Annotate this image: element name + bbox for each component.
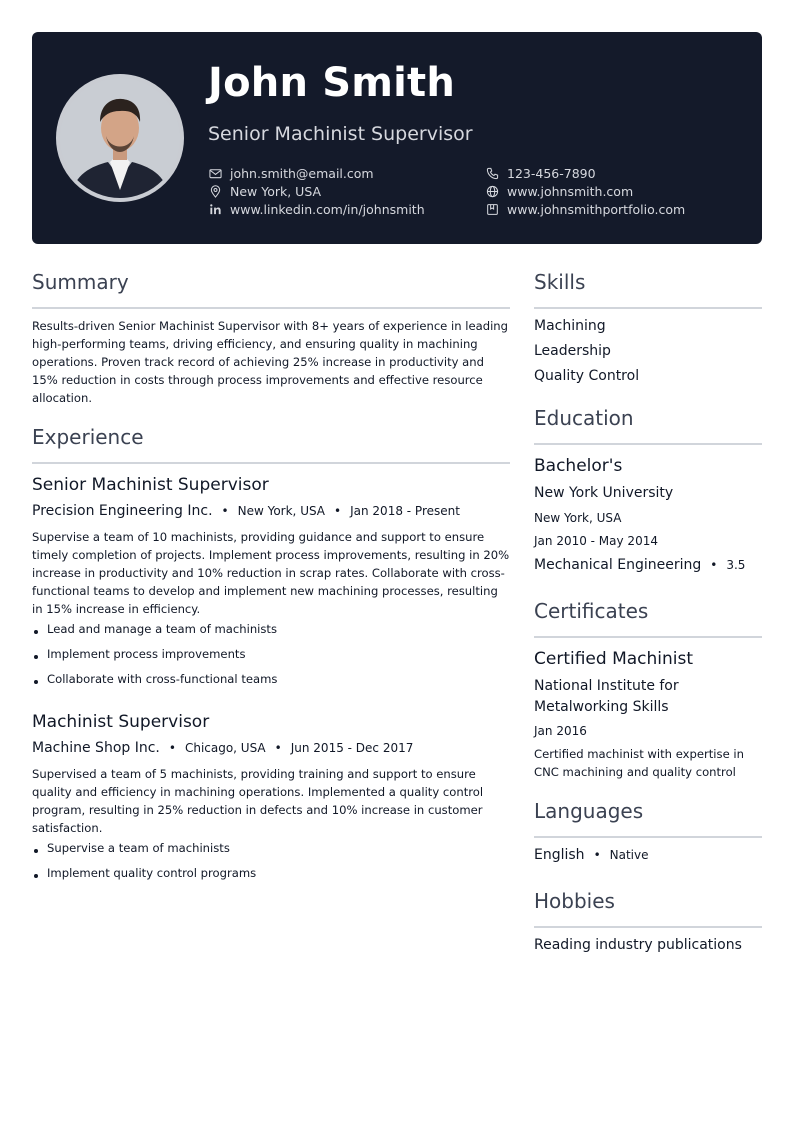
avatar bbox=[56, 74, 184, 202]
certificates-divider bbox=[534, 636, 762, 638]
education-location: New York, USA bbox=[534, 511, 622, 525]
summary-divider bbox=[32, 307, 510, 309]
certificate-name: Certified Machinist bbox=[534, 649, 694, 669]
job-bullet: Lead and manage a team of machinists bbox=[47, 622, 278, 636]
separator-dot: • bbox=[334, 504, 342, 518]
phone-icon bbox=[485, 167, 499, 181]
job-dates: Jan 2018 - Present bbox=[350, 504, 460, 518]
job-location: Chicago, USA bbox=[184, 741, 266, 755]
education-heading: Education bbox=[534, 406, 634, 430]
contact-phone[interactable] bbox=[485, 166, 596, 181]
portfolio-text: www.johnsmithportfolio.com bbox=[507, 202, 686, 217]
language-name: English bbox=[534, 847, 585, 863]
job-company: Machine Shop Inc. bbox=[32, 740, 160, 756]
separator-dot: • bbox=[221, 504, 229, 518]
separator-dot: • bbox=[274, 741, 282, 755]
contact-location bbox=[208, 184, 321, 199]
skill-item: Quality Control bbox=[534, 368, 640, 384]
contact-email[interactable] bbox=[208, 166, 374, 181]
linkedin-icon bbox=[208, 203, 222, 217]
job-title: Machinist Supervisor bbox=[32, 712, 210, 732]
separator-dot: • bbox=[593, 848, 601, 862]
globe-icon bbox=[485, 185, 499, 199]
summary-heading: Summary bbox=[32, 270, 129, 294]
contact-portfolio[interactable] bbox=[485, 202, 685, 217]
experience-divider bbox=[32, 462, 510, 464]
education-field: Mechanical Engineering bbox=[534, 557, 702, 573]
job-description: Supervised a team of 5 machinists, providing training and support to ensure quality and efficiency in machining operations. Implemented a quality control program, resulting in 25% reduction in defects and 10% increase in customer satisfaction. bbox=[32, 767, 484, 835]
job-meta bbox=[32, 503, 460, 519]
skill-item: Machining bbox=[534, 318, 606, 334]
certificate-description: Certified machinist with expertise in CNC machining and quality control bbox=[534, 747, 744, 779]
languages-divider bbox=[534, 836, 762, 838]
job-meta bbox=[32, 740, 413, 756]
job-description: Supervise a team of 10 machinists, providing guidance and support to ensure timely completion of projects. Implement process improvements, resulting in 20% increase in productivity and 10% reduction in scrap rates. Collaborate with cross-functional teams to develop and implement new machining processes, resulting in 15% increase in efficiency. bbox=[32, 530, 510, 616]
language-item bbox=[534, 847, 649, 863]
website-text: www.johnsmith.com bbox=[507, 184, 634, 199]
separator-dot: • bbox=[710, 558, 718, 572]
education-gpa: 3.5 bbox=[726, 558, 746, 572]
separator-dot: • bbox=[168, 741, 176, 755]
certificate-issuer-line2: Metalworking Skills bbox=[534, 699, 669, 715]
profile-photo bbox=[60, 78, 180, 198]
hobbies-heading: Hobbies bbox=[534, 889, 615, 913]
education-dates: Jan 2010 - May 2014 bbox=[534, 534, 658, 548]
contact-linkedin[interactable] bbox=[208, 202, 425, 217]
job-company: Precision Engineering Inc. bbox=[32, 503, 213, 519]
linkedin-text: www.linkedin.com/in/johnsmith bbox=[230, 202, 425, 217]
candidate-name: John Smith bbox=[208, 60, 456, 106]
language-level: Native bbox=[609, 848, 649, 862]
contact-website[interactable] bbox=[485, 184, 633, 199]
job-bullet: Collaborate with cross-functional teams bbox=[47, 672, 278, 686]
certificate-date: Jan 2016 bbox=[534, 724, 587, 738]
resume-header bbox=[32, 32, 762, 244]
location-text: New York, USA bbox=[230, 184, 322, 199]
email-text: john.smith@email.com bbox=[230, 166, 374, 181]
hobby-item: Reading industry publications bbox=[534, 937, 742, 953]
education-divider bbox=[534, 443, 762, 445]
education-field-line bbox=[534, 557, 745, 573]
experience-heading: Experience bbox=[32, 425, 144, 449]
job-bullet: Implement process improvements bbox=[47, 647, 246, 661]
job-location: New York, USA bbox=[237, 504, 326, 518]
skills-divider bbox=[534, 307, 762, 309]
map-pin-icon bbox=[208, 185, 222, 199]
summary-text: Results-driven Senior Machinist Supervisor with 8+ years of experience in leading high-performing teams, driving efficiency, and ensuring quality in machining operations. Proven track record of achieving 25% increase in productivity and 15% reduction in costs through process improvements and effective resource allocation. bbox=[32, 319, 509, 405]
education-degree: Bachelor's bbox=[534, 456, 623, 476]
phone-text: 123-456-7890 bbox=[507, 166, 596, 181]
envelope-icon bbox=[208, 167, 222, 181]
hobbies-divider bbox=[534, 926, 762, 928]
candidate-role: Senior Machinist Supervisor bbox=[208, 123, 473, 145]
certificate-issuer-line1: National Institute for bbox=[534, 678, 679, 694]
skills-heading: Skills bbox=[534, 270, 586, 294]
skill-item: Leadership bbox=[534, 343, 611, 359]
job-bullet: Supervise a team of machinists bbox=[47, 841, 230, 855]
portfolio-icon bbox=[485, 203, 499, 217]
education-school: New York University bbox=[534, 485, 674, 501]
languages-heading: Languages bbox=[534, 799, 644, 823]
job-bullet: Implement quality control programs bbox=[47, 866, 257, 880]
job-dates: Jun 2015 - Dec 2017 bbox=[290, 741, 414, 755]
certificates-heading: Certificates bbox=[534, 599, 649, 623]
job-title: Senior Machinist Supervisor bbox=[32, 475, 269, 495]
